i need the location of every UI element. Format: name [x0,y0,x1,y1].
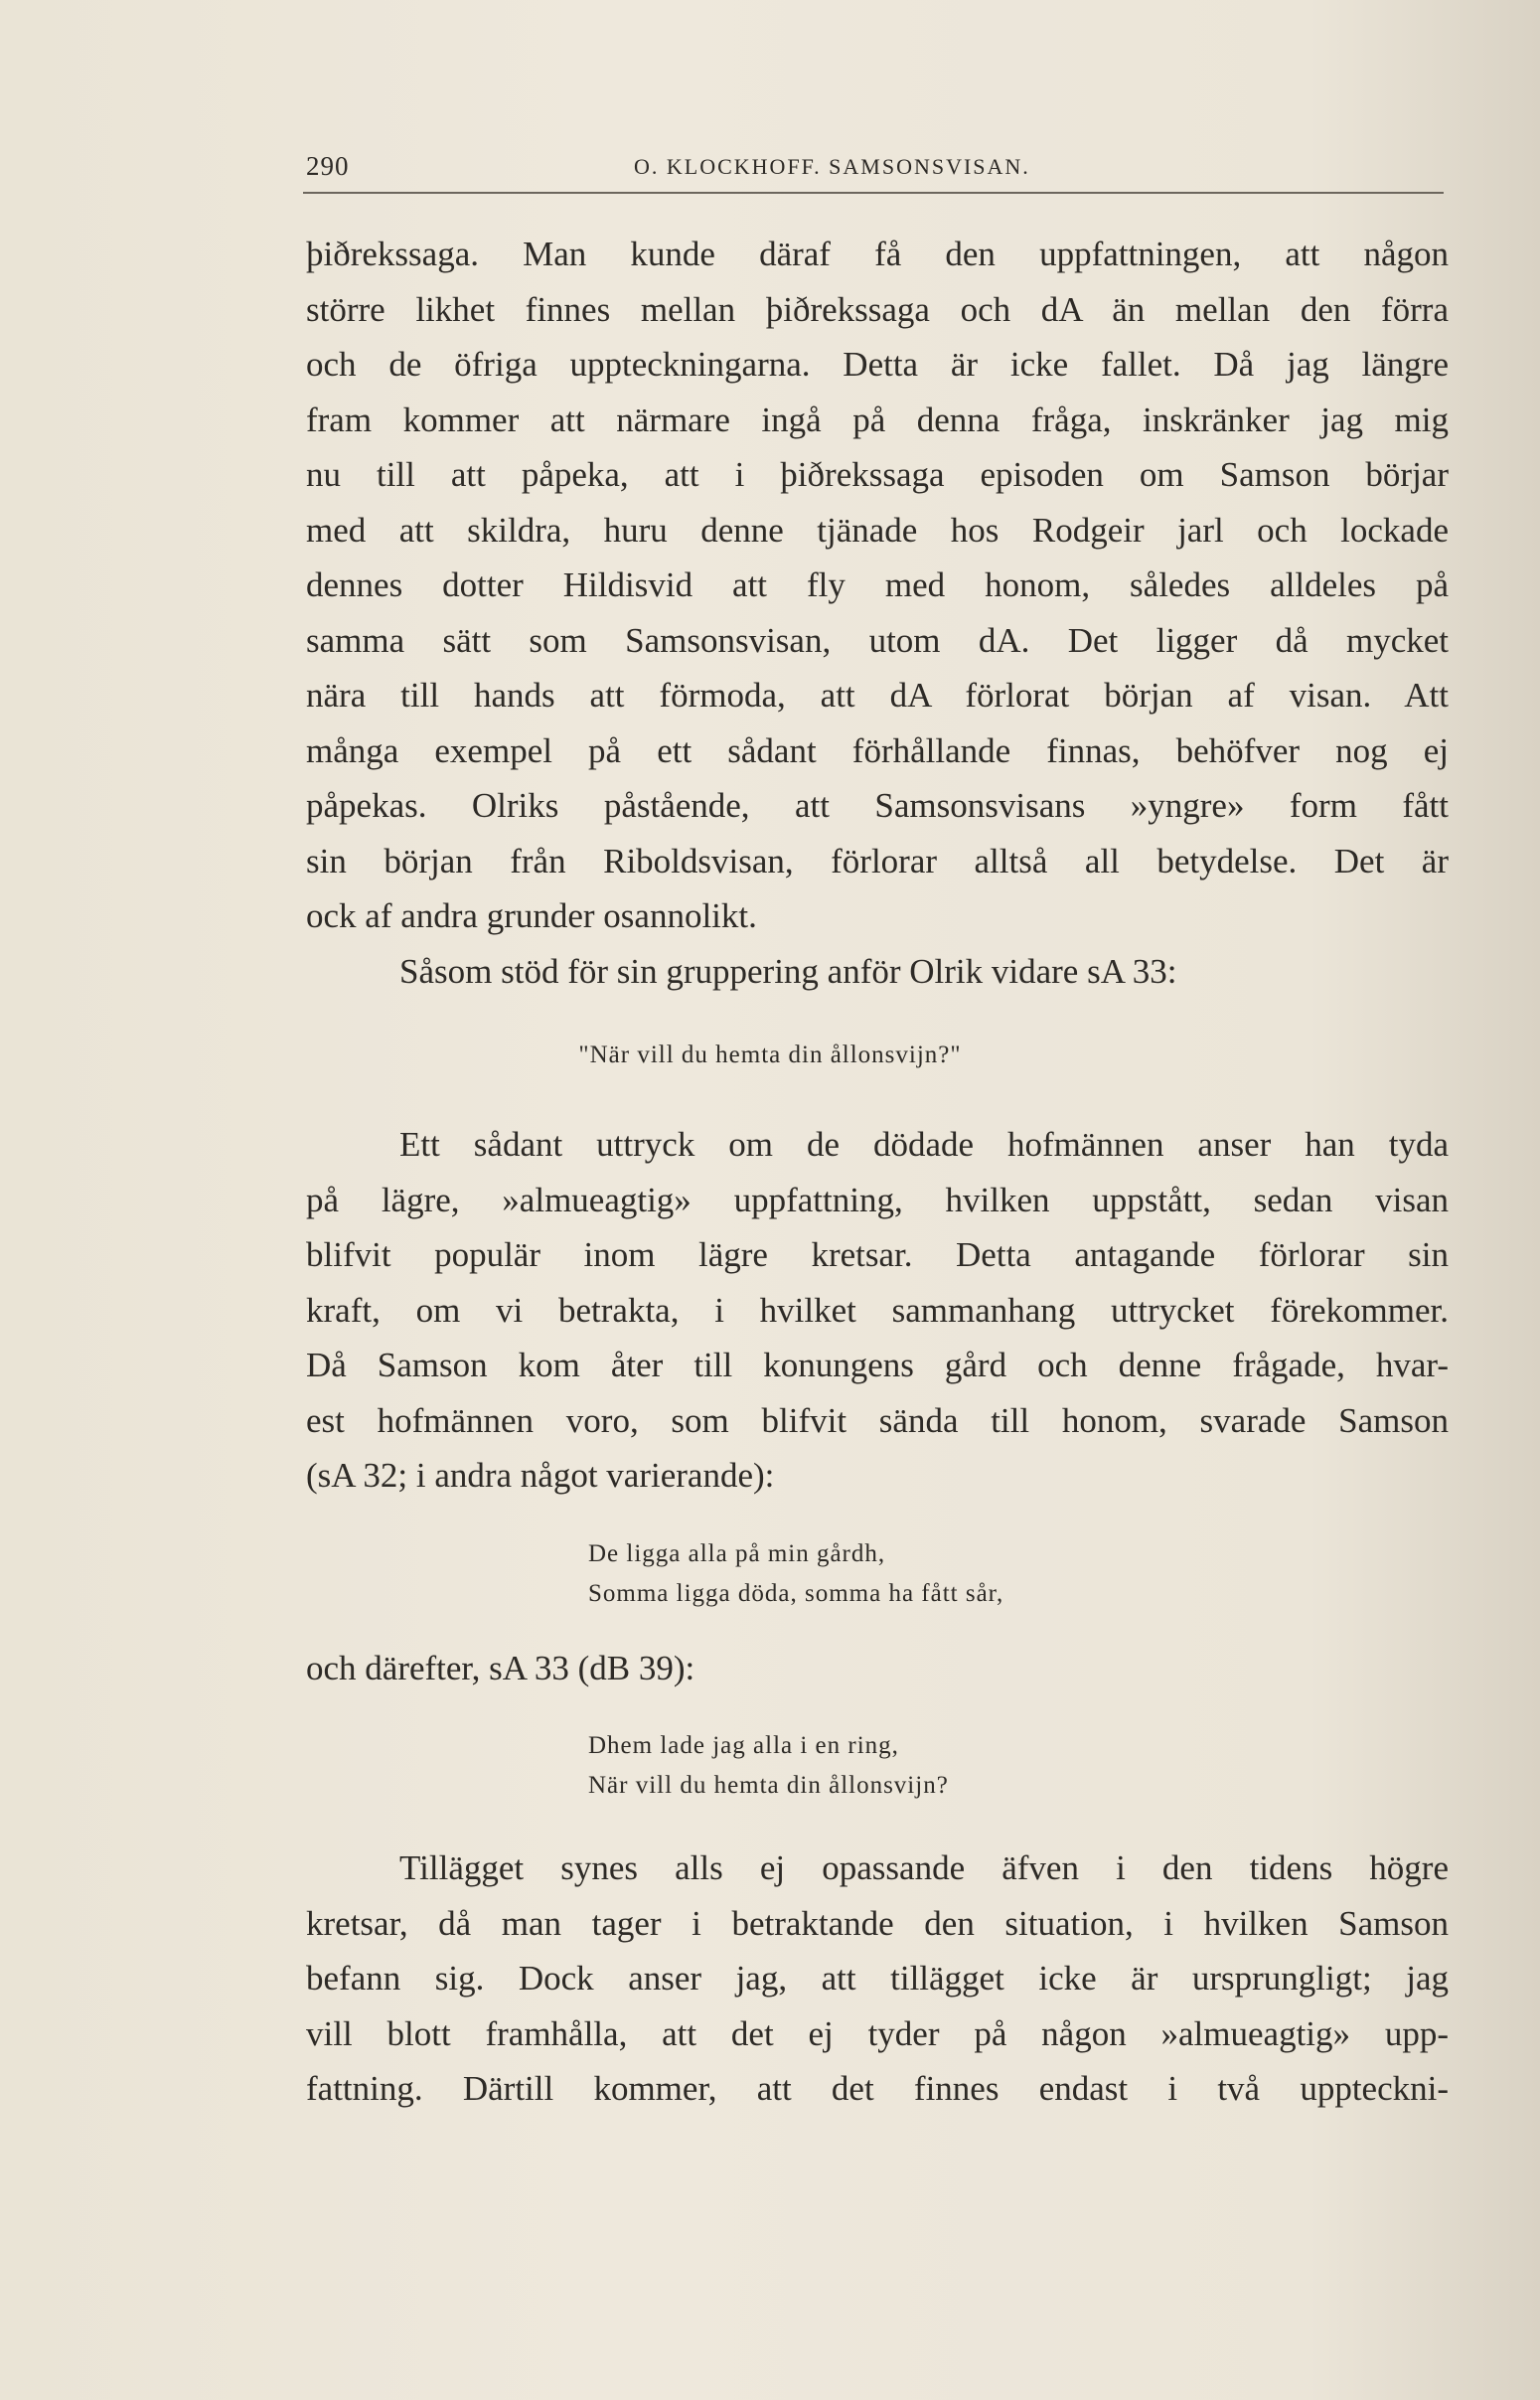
text-line: þiðrekssaga. Man kunde däraf få den uppfattningen, att någon [306,235,1449,273]
header-rule [303,192,1444,194]
text-line: större likhet finnes mellan þiðrekssaga och dA än mellan den förra [306,289,1449,329]
text-line: samma sätt som Samsonsvisan, utom dA. Det ligger då mycket [306,620,1449,660]
running-head: O. KLOCKHOFF. SAMSONSVISAN. [634,154,1030,179]
paragraph-3 [306,1117,1449,1504]
page-number: 290 [306,151,350,181]
paragraph-5 [306,1840,1449,2117]
text-line: och de öfriga uppteckningarna. Detta är icke fallet. Då jag längre [306,345,1449,384]
text-line: befann sig. Dock anser jag, att tillägget icke är ursprungligt; jag [306,1959,1449,1998]
text-line: påpekas. Olriks påstående, att Samsonsvisans »yngre» form fått [306,786,1449,825]
text-line: dennes dotter Hildisvid att fly med honom, således alldeles på [306,565,1449,604]
text-line: nära till hands att förmoda, att dA förlorat början af visan. Att [306,676,1449,715]
text-line: fram kommer att närmare ingå på denna fråga, inskränker jag mig [306,400,1449,439]
text-line: est hofmännen voro, som blifvit sända till honom, svarade Samson [306,1400,1449,1440]
paragraph-1 [306,227,1449,999]
verse-line: Dhem lade jag alla i en ring, [588,1732,899,1759]
paragraph-4 [306,1641,1449,1696]
text-line: många exempel på ett sådant förhållande finnas, behöfver nog ej [306,730,1449,770]
text-line: kretsar, då man tager i betraktande den situation, i hvilken Samson [306,1903,1449,1943]
text-line: på lägre, »almueagtig» uppfattning, hvilken uppstått, sedan visan [306,1180,1449,1219]
quote-line: "När vill du hemta din ållonsvijn?" [578,1041,962,1068]
text-line: nu till att påpeka, att i þiðrekssaga episoden om Samson börjar [306,455,1449,494]
text-line: kraft, om vi betrakta, i hvilket sammanhang uttrycket förekommer. [306,1290,1449,1330]
text-line: (sA 32; i andra något varierande): [306,1456,775,1495]
text-line: Då Samson kom åter till konungens gård och denne frågade, hvar- [306,1346,1449,1384]
text-line: sin början från Riboldsvisan, förlorar alltså all betydelse. Det är [306,841,1449,880]
text-line: blifvit populär inom lägre kretsar. Detta antagande förlorar sin [306,1235,1449,1274]
text-line: och därefter, sA 33 (dB 39): [306,1649,695,1687]
verse-line: När vill du hemta din ållonsvijn? [588,1772,949,1799]
text-line: Ett sådant uttryck om de dödade hofmännen anser han tyda [399,1125,1449,1164]
text-line: ock af andra grunder osannolikt. [306,896,757,935]
paragraph-2: Såsom stöd för sin gruppering anför Olrik vidare sA 33: [399,951,1177,991]
verse-1 [588,1534,1003,1614]
verse-2 [588,1726,949,1806]
verse-line: Somma ligga döda, somma ha fått sår, [588,1580,1004,1607]
text-line: med att skildra, huru denne tjänade hos Rodgeir jarl och lockade [306,510,1449,550]
text-line: vill blott framhålla, att det ej tyder på någon »almueagtig» upp- [306,2013,1449,2053]
text-line: fattning. Därtill kommer, att det finnes endast i två uppteckni- [306,2069,1449,2108]
verse-line: De ligga alla på min gårdh, [588,1540,886,1567]
text-line: Tillägget synes alls ej opassande äfven i den tidens högre [399,1848,1449,1887]
page-header [306,151,1449,195]
